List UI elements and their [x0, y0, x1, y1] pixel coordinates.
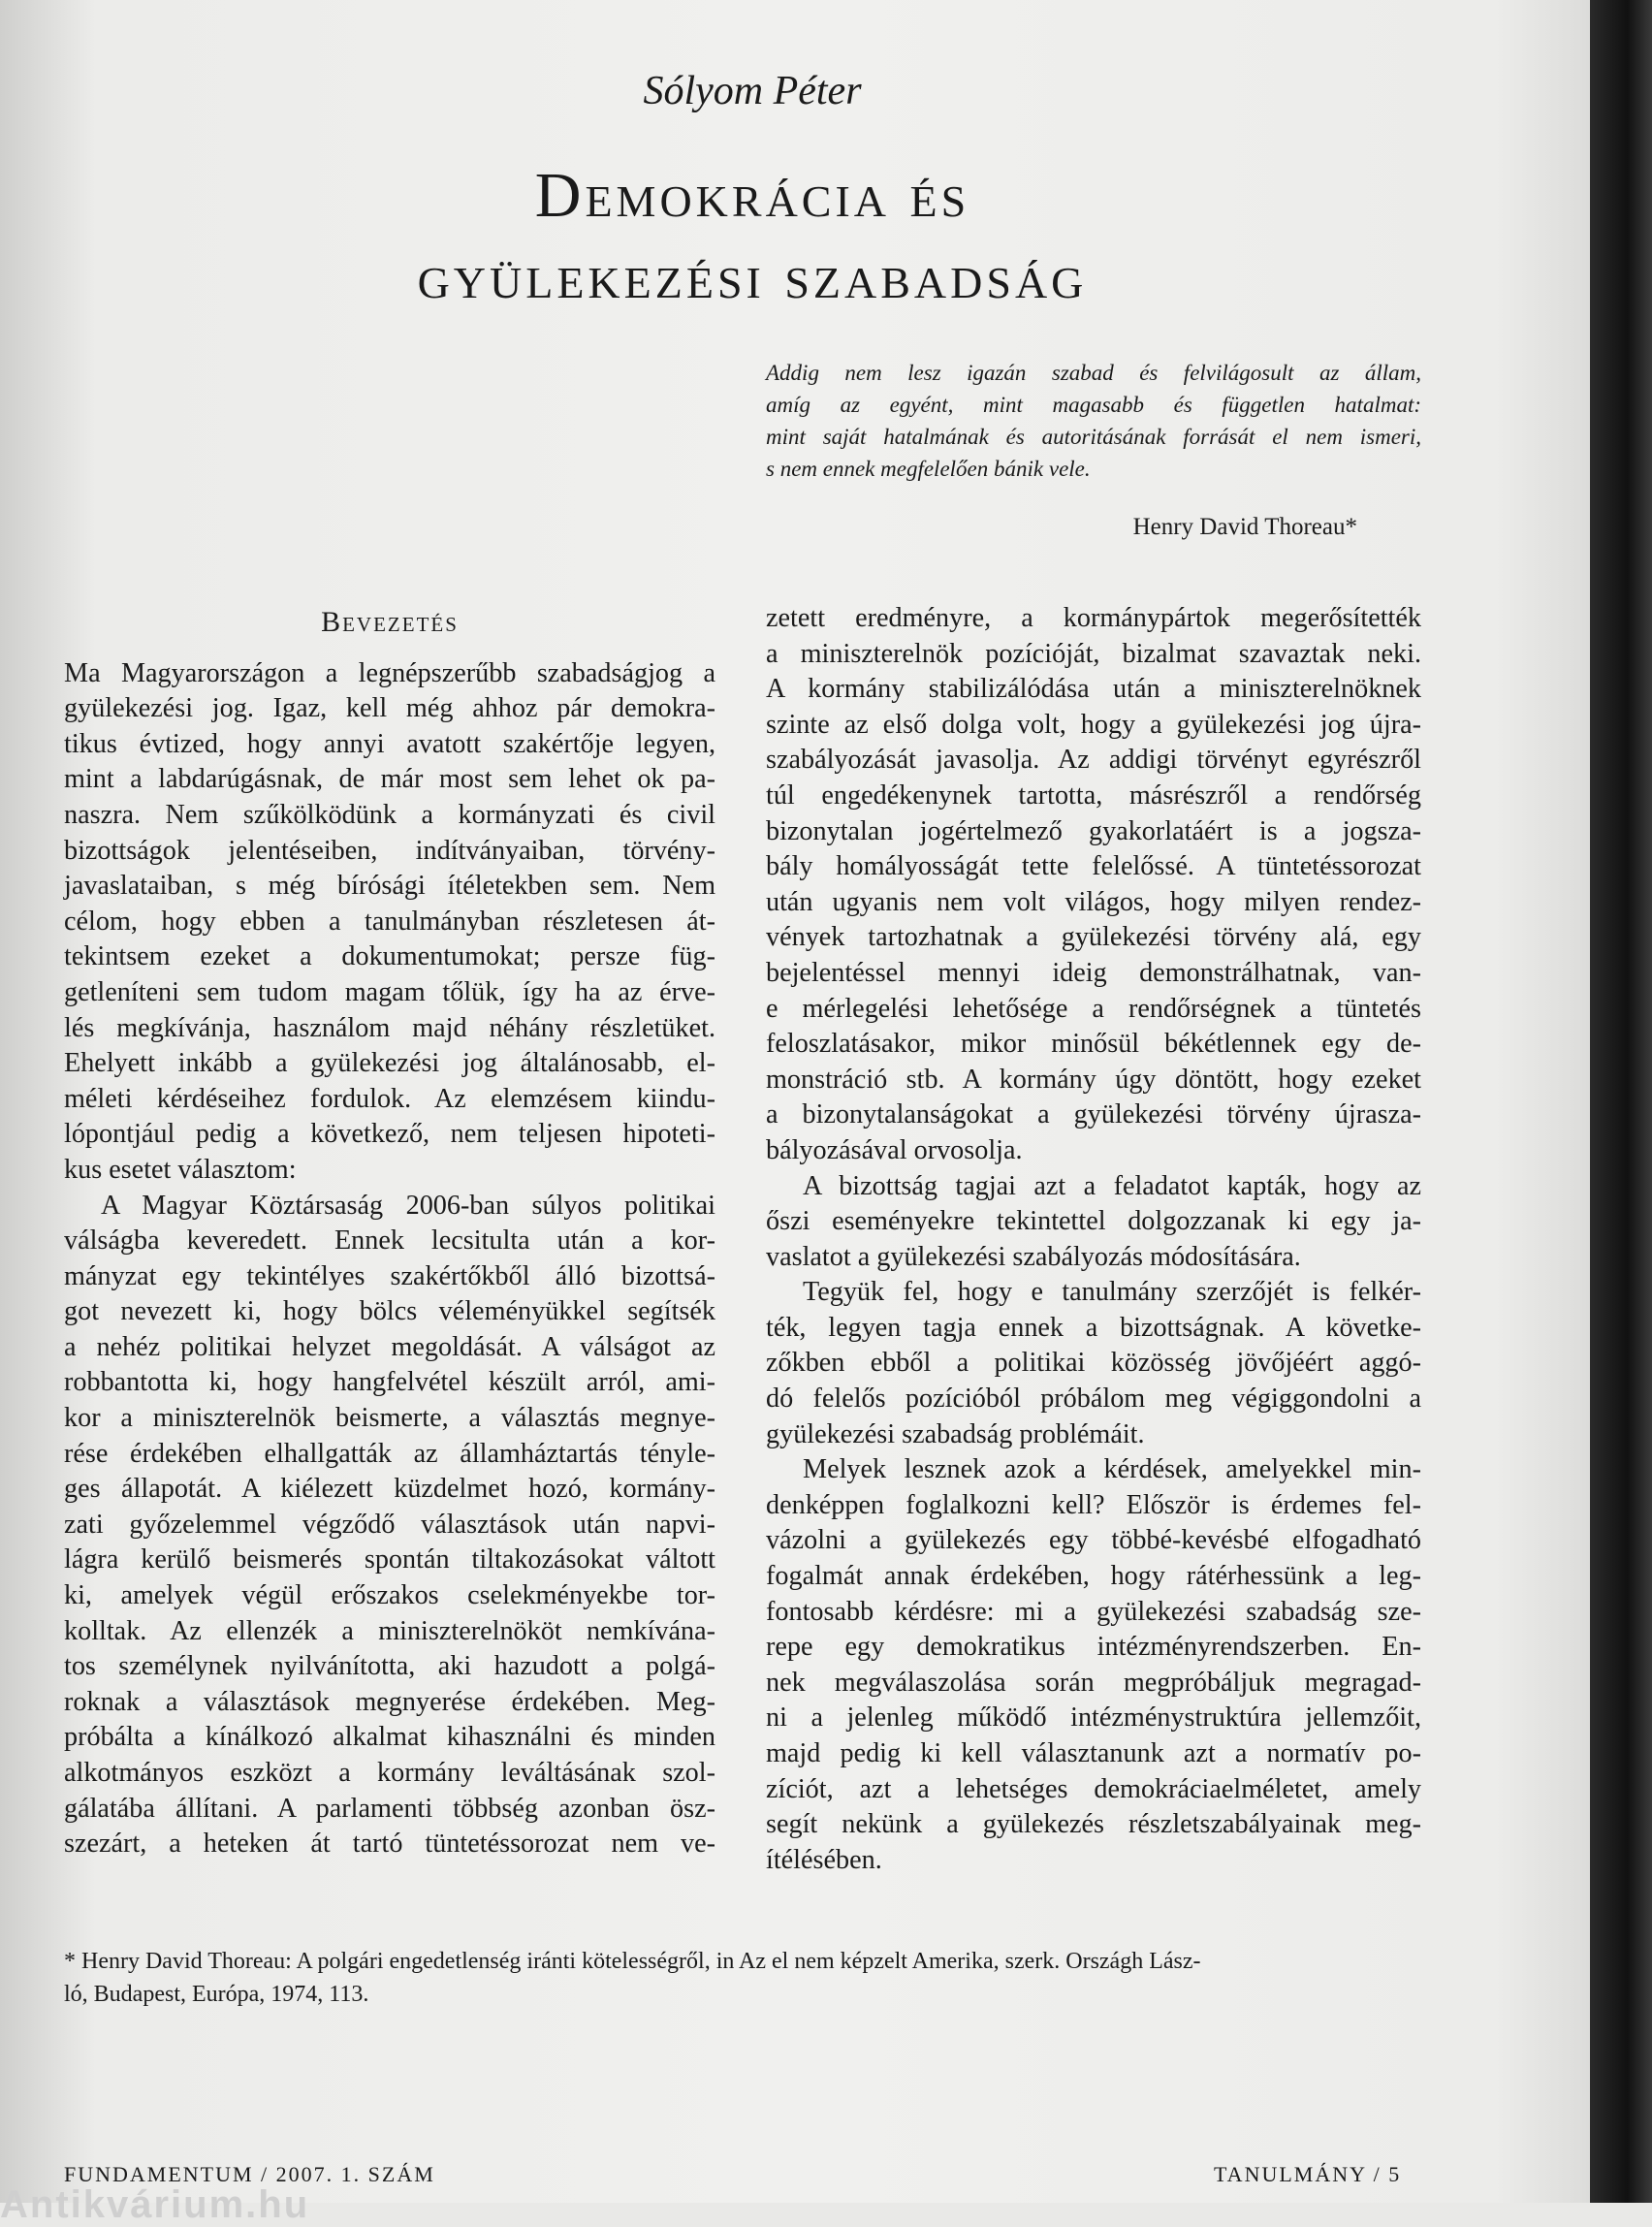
epigraph-line: mint saját hatalmának és autoritásának forrását el nem ismeri, — [766, 425, 1421, 449]
text-line: ték, legyen tagja ennek a bizottságnak. A követke- — [766, 1312, 1421, 1343]
text-line: mint a labdarúgásnak, de már most sem lehet ok pa- — [64, 764, 715, 795]
epigraph-attribution: Henry David Thoreau* — [1132, 514, 1357, 540]
text-line: vények tartozhatnak a gyülekezési törvény alá, egy — [766, 922, 1421, 953]
left-column — [64, 601, 715, 1862]
text-line: javaslataiban, s még bírósági ítéletekben sem. Nem — [64, 871, 715, 902]
section-heading: Bevezetés — [321, 606, 459, 638]
page-edge — [1590, 0, 1652, 2203]
footnote — [64, 1945, 1421, 2011]
text-line: kus esetet választom: — [64, 1154, 297, 1185]
watermark: Antikvárium.hu — [0, 2183, 310, 2226]
text-line: bály homályosságát tette felelőssé. A tüntetéssorozat — [766, 851, 1421, 882]
text-line: naszra. Nem szűkölködünk a kormányzati és civil — [64, 799, 715, 830]
text-line: Melyek lesznek azok a kérdések, amelyekkel min- — [803, 1454, 1421, 1485]
text-line: repe egy demokratikus intézményrendszerben. En- — [766, 1632, 1421, 1663]
author-name: Sólyom Péter — [643, 69, 862, 113]
text-line: túl engedékenynek tartotta, másrészről a rendőrség — [766, 779, 1421, 811]
text-line: feloszlatásakor, mikor minősül békétlennek egy de- — [766, 1029, 1421, 1060]
text-line: bályozásával orvosolja. — [766, 1134, 1023, 1165]
epigraph-line: s nem ennek megfelelően bánik vele. — [766, 457, 1091, 481]
text-line: Ehelyett inkább a gyülekezési jog általánosabb, el- — [64, 1048, 715, 1079]
text-line: tos személynek nyilvánította, aki hazudott a polgá- — [64, 1651, 715, 1682]
text-line: gálatába állítani. A parlamenti többség azonban ösz- — [64, 1793, 715, 1824]
text-line: zőkben ebből a politikai közösség jövőjéért aggó- — [766, 1348, 1421, 1379]
text-line: mányzat egy tekintélyes szakértőkből álló bizottsá- — [64, 1260, 715, 1291]
text-line: tekintsem ezeket a dokumentumokat; persze füg- — [64, 941, 715, 972]
text-line: A bizottság tagjai azt a feladatot kapták, hogy az — [803, 1170, 1421, 1201]
text-line: robbantotta ki, hogy hangfelvétel készült arról, ami- — [64, 1367, 715, 1398]
text-line: zíciót, azt a lehetséges demokráciaelméletet, amely — [766, 1773, 1421, 1804]
text-line: után ugyanis nem volt világos, hogy milyen rendez- — [766, 886, 1421, 917]
text-line: vázolni a gyülekezés egy többé-kevésbé elfogadható — [766, 1525, 1421, 1556]
text-line: lópontjául pedig a következő, nem teljesen hipoteti- — [64, 1119, 715, 1150]
text-line: fontosabb kérdésre: mi a gyülekezési szabadság sze- — [766, 1596, 1421, 1627]
epigraph-line: Addig nem lesz igazán szabad és felvilágosult az állam, — [766, 361, 1421, 385]
text-line: lágra kerülő beismerés spontán tiltakozásokat váltott — [64, 1544, 715, 1575]
text-line: Tegyük fel, hogy e tanulmány szerzőjét is felkér- — [803, 1277, 1421, 1308]
text-line: majd pedig ki kell választanunk azt a normatív po- — [766, 1738, 1421, 1768]
text-line: A kormány stabilizálódása után a miniszterelnöknek — [766, 674, 1421, 705]
text-line: bejelentéssel mennyi ideig demonstrálhatnak, van- — [766, 957, 1421, 988]
text-line: fogalmát annak érdekében, hogy rátérhessünk a leg- — [766, 1561, 1421, 1592]
text-line: a miniszterelnök pozícióját, bizalmat szavaztak neki. — [766, 638, 1421, 669]
text-line: vaslatot a gyülekezési szabályozás módosítására. — [766, 1241, 1301, 1272]
text-line: bizonytalan jogértelmező gyakorlatáért is a jogsza- — [766, 815, 1421, 846]
text-line: nek megválaszolása során megpróbáljuk megragad- — [766, 1667, 1421, 1698]
text-line: méleti kérdéseihez fordulok. Az elemzésem kiindu- — [64, 1083, 715, 1114]
text-line: a bizonytalanságokat a gyülekezési törvény újrasza- — [766, 1099, 1421, 1130]
footnote-line: * Henry David Thoreau: A polgári engedetlenség iránti kötelességről, in Az el nem képzelt Amerika, szerk. Országh Lász- — [64, 1949, 1201, 1974]
text-line: zati győzelemmel végződő választások után napvi- — [64, 1509, 715, 1540]
text-line: alkotmányos eszközt a kormány leváltásának szol- — [64, 1758, 715, 1788]
text-line: szinte az első dolga volt, hogy a gyülekezési jog újra- — [766, 709, 1421, 740]
text-line: roknak a választások megnyerése érdekében. Meg- — [64, 1686, 715, 1717]
text-line: e mérlegelési lehetősége a rendőrségnek a tüntetés — [766, 993, 1421, 1024]
text-line: válságba keveredett. Ennek lecsitulta után a kor- — [64, 1225, 715, 1257]
text-line: kor a miniszterelnök beismerte, a választás megnye- — [64, 1403, 715, 1434]
text-line: gyülekezési szabadság problémáit. — [766, 1418, 1145, 1449]
text-line: ki, amelyek végül erőszakos cselekményekbe tor- — [64, 1580, 715, 1611]
text-line: getleníteni sem tudom magam tőlük, így ha az érve- — [64, 976, 715, 1007]
page-footer: TANULMÁNY / 5 — [1214, 2162, 1402, 2186]
text-line: tikus évtized, hogy annyi avatott szakértője legyen, — [64, 728, 715, 759]
text-line: denképpen foglalkozni kell? Először is érdemes fel- — [766, 1489, 1421, 1520]
text-line: dó felelős pozícióból próbálom meg végiggondolni a — [766, 1384, 1421, 1415]
text-line: rése érdekében elhallgatták az államháztartás tényle- — [64, 1438, 715, 1469]
text-line: lés megkívánja, használom majd néhány részletüket. — [64, 1012, 715, 1043]
text-line: bizottságok jelentéseiben, indítványaiban, törvény- — [64, 835, 715, 866]
right-column — [766, 601, 1421, 1878]
title-line-2: gyülekezési szabadság — [417, 241, 1088, 312]
text-line: segít nekünk a gyülekezés részletszabályainak meg- — [766, 1809, 1421, 1840]
text-line: ges állapotát. A kiélezett küzdelmet hozó, kormány- — [64, 1474, 715, 1505]
text-line: A Magyar Köztársaság 2006-ban súlyos politikai — [101, 1190, 715, 1221]
text-line: ni a jelenleg működő intézménystruktúra jellemzőit, — [766, 1702, 1421, 1734]
text-line: got nevezett ki, hogy bölcs véleményükkel segítsék — [64, 1296, 715, 1327]
text-line: gyülekezési jog. Igaz, kell még ahhoz pár demokra- — [64, 693, 715, 724]
text-line: Ma Magyarországon a legnépszerűbb szabadságjog a — [64, 657, 715, 688]
epigraph-line: amíg az egyént, mint magasabb és független hatalmat: — [766, 393, 1421, 417]
journal-footer: FUNDAMENTUM / 2007. 1. SZÁM — [64, 2162, 435, 2186]
text-line: a nehéz politikai helyzet megoldását. A válságot az — [64, 1331, 715, 1362]
epigraph — [766, 357, 1421, 485]
text-line: ítélésében. — [766, 1844, 882, 1875]
footnote-line: ló, Budapest, Európa, 1974, 113. — [64, 1982, 369, 2007]
text-line: próbálta a kínálkozó alkalmat kihasználni és minden — [64, 1722, 715, 1753]
text-line: szezárt, a heteken át tartó tüntetéssorozat nem ve- — [64, 1829, 715, 1860]
text-line: kolltak. Az ellenzék a miniszterelnököt nemkívána- — [64, 1615, 715, 1646]
text-line: monstráció stb. A kormány úgy döntött, hogy ezeket — [766, 1064, 1421, 1095]
text-line: őszi eseményekre tekintettel dolgozzanak ki egy ja- — [766, 1206, 1421, 1237]
title-line-1: Demokrácia és — [534, 160, 970, 231]
text-line: szabályozását javasolja. Az addigi törvényt egyrészről — [766, 745, 1421, 776]
text-line: zetett eredményre, a kormánypártok megerősítették — [766, 603, 1421, 633]
text-line: célom, hogy ebben a tanulmányban részletesen át- — [64, 906, 715, 937]
article-title — [0, 155, 1505, 318]
